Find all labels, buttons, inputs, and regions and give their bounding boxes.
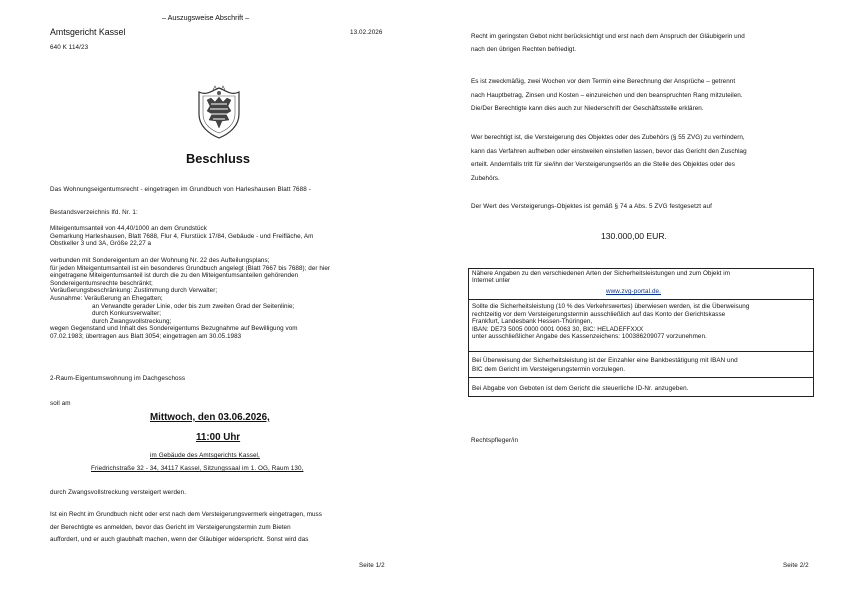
apartment-description: 2-Raum-Eigentumswohnung im Dachgeschoss [50, 375, 186, 382]
box-divider [469, 351, 813, 352]
file-number: 640 K 114/23 [50, 44, 89, 51]
detail-line: wegen Gegenstand und Inhalt des Sondereigentums Bezugnahme auf Bewilligung vom [50, 325, 298, 333]
tax-id-notice: Bei Abgabe von Geboten ist dem Gericht die steuerliche ID-Nr. anzugeben. [472, 385, 689, 392]
box-divider [469, 299, 813, 300]
paragraph-prevention [471, 131, 747, 185]
paragraph-line: erteilt. Andernfalls tritt für sie/ihn der Versteigerungserlös an die Stelle des Objektes oder des [471, 161, 735, 169]
detail-line: Veräußerungsbeschränkung: Zustimmung durch Verwalter; [50, 287, 218, 295]
detail-line: verbunden mit Sondereigentum an der Wohnung Nr. 22 des Aufteilungsplans; [50, 257, 270, 264]
info-line: IBAN: DE73 5005 0000 0001 0063 30, BIC: HELADEFFXXX [472, 325, 644, 333]
info-line: rechtzeitig vor dem Versteigerungstermin ausschließlich auf das Konto der Gerichtskasse [472, 310, 726, 318]
paragraph-claims [471, 75, 743, 116]
detail-line-indented: durch Zwangsvollstreckung; [92, 317, 172, 325]
detail-line: eingetragene Miteigentumsanteil ist durch die zu den Miteigentumsanteilen gehörenden [50, 272, 299, 280]
registration-notice [50, 509, 322, 547]
detail-line: Sondereigentumsrechte beschränkt; [50, 279, 153, 287]
page-2 [421, 0, 842, 595]
notice-line: Ist ein Recht im Grundbuch nicht oder erst nach dem Versteigerungsvermerk eingetragen, muss [50, 511, 322, 518]
property-line: Obstkeller 3 und 3A, Größe 22,27 a [50, 240, 152, 248]
info-line: unter ausschließlicher Angabe des Kassenzeichens: 100386209077 vorzunehmen. [472, 333, 707, 340]
property-description [50, 225, 390, 248]
intro-text: Das Wohnungseigentumsrecht - eingetragen im Grundbuch von Harleshausen Blatt 7688 - [50, 186, 311, 193]
paragraph-line: Recht im geringsten Gebot nicht berücksichtigt und erst nach dem Anspruch der Gläubigerin und [471, 33, 745, 40]
value-statement: Der Wert des Versteigerungs-Objektes ist gemäß § 74 a Abs. 5 ZVG festgesetzt auf [471, 203, 712, 210]
security-deposit-info [472, 303, 749, 341]
info-line: Sollte die Sicherheitsleistung (10 % des Verkehrswertes) überwiesen werden, ist die Überweisung [472, 303, 750, 310]
document-date: 13.02.2026 [350, 29, 383, 36]
detail-line-indented: durch Konkursverwalter; [92, 310, 162, 318]
auction-date: Mittwoch, den 03.06.2026, [150, 412, 270, 423]
box-divider [469, 377, 813, 378]
decision-title: Beschluss [186, 151, 251, 166]
detail-line-indented: an Verwandte gerader Linie, oder bis zum zweiten Grad der Seitenlinie; [92, 302, 295, 310]
detail-line: 07.02.1983; übertragen aus Blatt 3054; eingetragen am 30.05.1983 [50, 332, 242, 340]
detail-line: Ausnahme: Veräußerung an Ehegatten; [50, 294, 163, 302]
info-line: Nähere Angaben zu den verschiedenen Arten der Sicherheitsleistungen und zum Objekt im [472, 270, 731, 277]
info-line: BIC dem Gericht im Versteigerungstermin vorzulegen. [472, 365, 626, 373]
page-number: Seite 1/2 [359, 562, 385, 569]
value-amount: 130.000,00 EUR. [601, 231, 667, 241]
notice-line: der Berechtigte es anmelden, bevor das Gericht im Versteigerungstermin zum Bieten [50, 523, 291, 531]
soll-am-label: soll am [50, 400, 71, 407]
signature-role: Rechtspfleger/in [471, 437, 519, 444]
paragraph-line: nach Hauptbetrag, Zinsen und Kosten – einzureichen und den beanspruchten Rang mitzuteilen. [471, 91, 743, 99]
information-box [468, 268, 814, 397]
paragraph-line: Zubehörs. [471, 174, 500, 182]
property-line: Miteigentumsanteil von 44,40/1000 an dem Grundstück [50, 225, 207, 232]
coat-of-arms-icon [195, 84, 243, 140]
paragraph-line: Wer berechtigt ist, die Versteigerung des Objektes oder des Zubehörs (§ 55 ZVG) zu verhindern, [471, 134, 745, 141]
auction-location-building: im Gebäude des Amtsgerichts Kassel, [150, 452, 260, 459]
enforcement-text: durch Zwangsvollstreckung versteigert werden. [50, 489, 187, 496]
zvg-portal-link[interactable]: www.zvg-portal.de. [606, 288, 661, 295]
auction-time: 11:00 Uhr [196, 432, 241, 443]
info-line: Internet unter [472, 277, 511, 285]
paragraph-ranking [471, 30, 745, 56]
info-line: Bei Überweisung der Sicherheitsleistung ist der Einzahler eine Bankbestätigung mit IBAN und [472, 357, 738, 364]
bank-confirmation-info [472, 357, 738, 374]
court-name: Amtsgericht Kassel [50, 27, 126, 37]
auction-location-address: Friedrichstraße 32 - 34, 34117 Kassel, Sitzungssaal im 1. OG, Raum 130, [91, 465, 304, 472]
document-header: – Auszugsweise Abschrift – [162, 13, 250, 22]
property-details [50, 257, 390, 341]
notice-line: auffordert, und er auch glaubhaft machen, wenn der Gläubiger widerspricht. Sonst wird das [50, 536, 309, 543]
detail-line: für jeden Miteigentumsanteil ist ein besonderes Grundbuch angelegt (Blatt 7667 bis 7688); der hier [50, 264, 331, 272]
property-line: Gemarkung Harleshausen, Blatt 7688, Flur 4, Flurstück 17/84, Gebäude - und Freifläche, Am [50, 232, 314, 240]
portal-info [472, 270, 730, 285]
info-line: Frankfurt, Landesbank Hessen-Thüringen, [472, 318, 593, 325]
inventory-label: Bestandsverzeichnis lfd. Nr. 1: [50, 209, 138, 216]
paragraph-line: nach den übrigen Rechten befriedigt. [471, 46, 577, 53]
paragraph-line: kann das Verfahren aufheben oder einstweilen einstellen lassen, bevor das Gericht den Zuschlag [471, 147, 747, 155]
page-number: Seite 2/2 [783, 562, 809, 569]
paragraph-line: Die/Der Berechtigte kann dies auch zur Niederschrift der Geschäftsstelle erklären. [471, 105, 704, 112]
paragraph-line: Es ist zweckmäßig, zwei Wochen vor dem Termin eine Berechnung der Ansprüche – getrennt [471, 78, 736, 85]
